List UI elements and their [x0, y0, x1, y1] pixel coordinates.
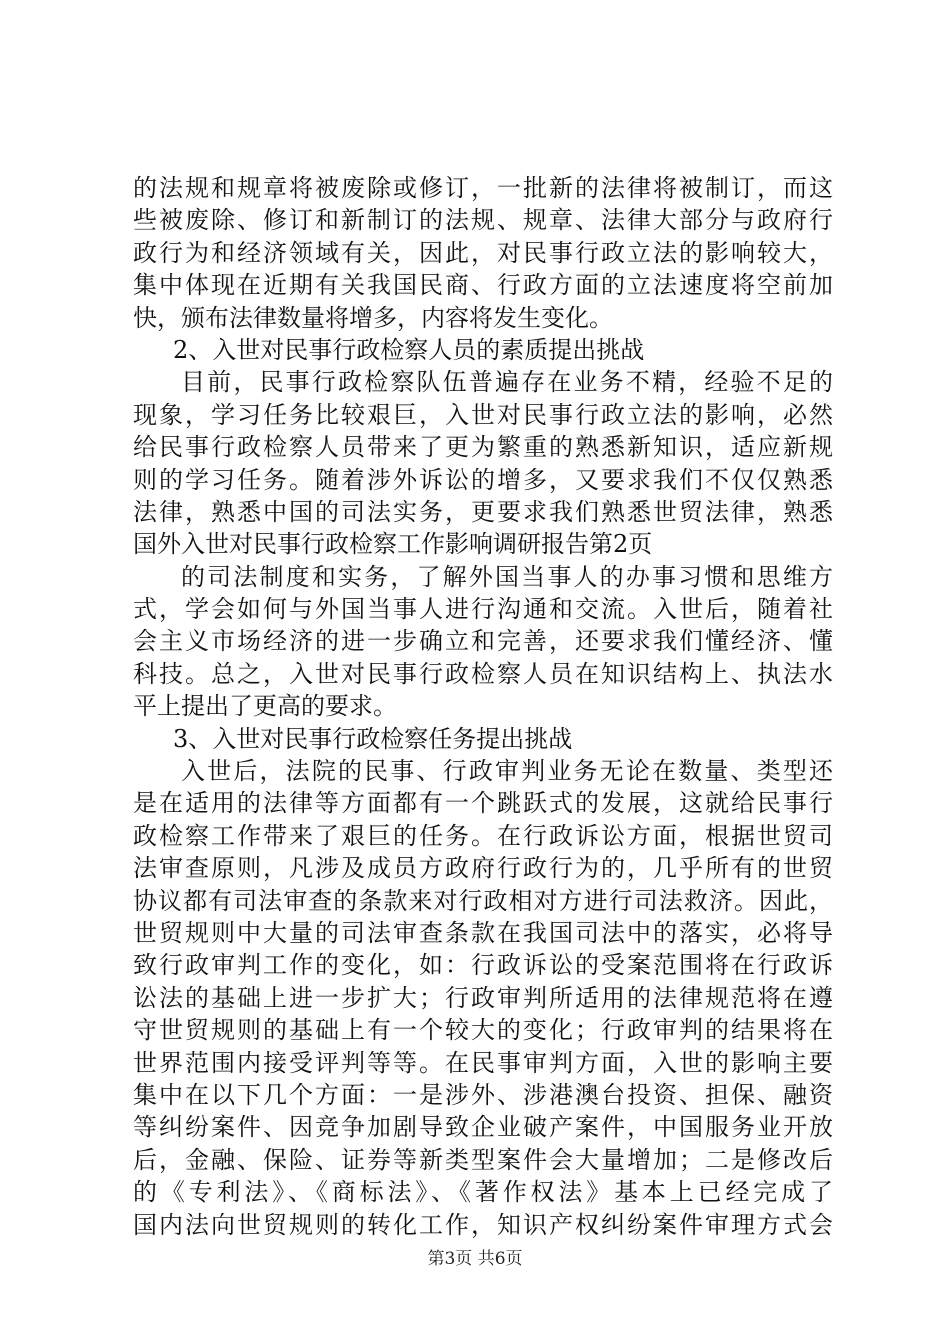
text-line: 集中体现在近期有关我国民商、行政方面的立法速度将空前加 [133, 271, 833, 300]
text-line: 则的学习任务。随着涉外诉讼的增多，又要求我们不仅仅熟悉 [133, 465, 833, 494]
text-line: 法审查原则，凡涉及成员方政府行政行为的，几乎所有的世贸 [133, 854, 833, 883]
text-line: 现象，学习任务比较艰巨，入世对民事行政立法的影响，必然 [133, 400, 833, 429]
text-line: 是在适用的法律等方面都有一个跳跃式的发展，这就给民事行 [133, 789, 833, 818]
text-line: 给民事行政检察人员带来了更为繁重的熟悉新知识，适应新规 [133, 433, 833, 462]
text-line: 国内法向世贸规则的转化工作，知识产权纠纷案件审理方式会 [133, 1210, 833, 1239]
text-line: 入世后，法院的民事、行政审判业务无论在数量、类型还 [181, 757, 833, 786]
text-line: 的法规和规章将被废除或修订，一批新的法律将被制订，而这 [133, 174, 833, 202]
text-line: 世贸规则中大量的司法审查条款在我国司法中的落实，必将导 [133, 918, 833, 947]
text-line: 的司法制度和实务，了解外国当事人的办事习惯和思维方 [181, 562, 833, 591]
text-line: 法律，熟悉中国的司法实务，更要求我们熟悉世贸法律，熟悉 [133, 497, 833, 526]
text-line: 协议都有司法审查的条款来对行政相对方进行司法救济。因此， [133, 886, 833, 915]
text-line: 讼法的基础上进一步扩大；行政审判所适用的法律规范将在遵 [133, 983, 833, 1012]
text-line: 世界范围内接受评判等等。在民事审判方面，入世的影响主要 [133, 1048, 833, 1077]
text-line: 致行政审判工作的变化，如：行政诉讼的受案范围将在行政诉 [133, 951, 833, 980]
text-line: 集中在以下几个方面：一是涉外、涉港澳台投资、担保、融资 [133, 1080, 833, 1109]
text-line: 2、入世对民事行政检察人员的素质提出挑战 [173, 335, 645, 364]
text-line: 目前，民事行政检察队伍普遍存在业务不精，经验不足的 [181, 368, 833, 397]
text-line: 守世贸规则的基础上有一个较大的变化；行政审判的结果将在 [133, 1016, 833, 1045]
text-line: 会主义市场经济的进一步确立和完善，还要求我们懂经济、懂 [133, 627, 833, 656]
text-line: 等纠纷案件、因竞争加剧导致企业破产案件，中国服务业开放 [133, 1113, 833, 1142]
text-line: 的《专利法》、《商标法》、《著作权法》基本上已经完成了 [133, 1178, 833, 1207]
text-line: 些被废除、修订和新制订的法规、规章、法律大部分与政府行 [133, 206, 833, 235]
text-line: 国外入世对民事行政检察工作影响调研报告第2页 [133, 530, 653, 559]
text-line: 3、入世对民事行政检察任务提出挑战 [173, 724, 573, 753]
text-line: 政行为和经济领域有关，因此，对民事行政立法的影响较大， [133, 238, 833, 267]
page-footer: 第3页 共6页 [427, 1249, 523, 1269]
text-line: 后，金融、保险、证券等新类型案件会大量增加；二是修改后 [133, 1145, 833, 1174]
text-line: 快，颁布法律数量将增多，内容将发生变化。 [133, 303, 613, 332]
text-line: 式，学会如何与外国当事人进行沟通和交流。入世后，随着社 [133, 595, 833, 624]
text-line: 科技。总之，入世对民事行政检察人员在知识结构上、执法水 [133, 659, 833, 688]
document-body [133, 172, 833, 1241]
text-line: 平上提出了更高的要求。 [133, 692, 397, 721]
text-line: 政检察工作带来了艰巨的任务。在行政诉讼方面，根据世贸司 [133, 821, 833, 850]
